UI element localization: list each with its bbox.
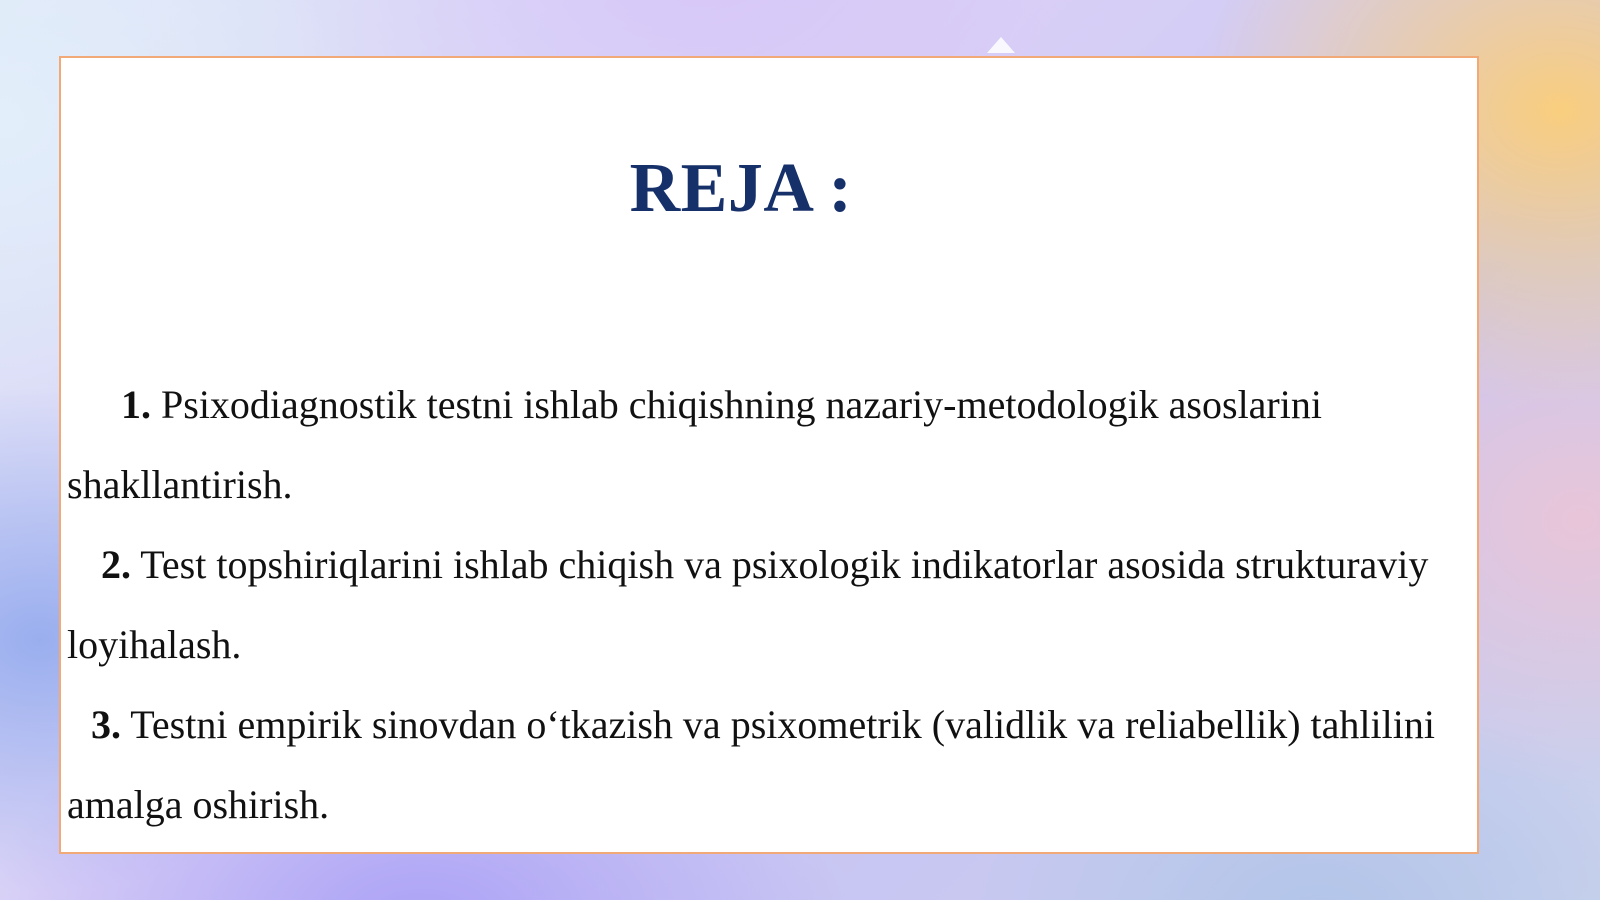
slide-content-card [59, 56, 1479, 854]
plan-list [67, 365, 1467, 845]
plan-item-number: 1. [121, 382, 151, 427]
plan-item-text: Test topshiriqlarini ishlab chiqish va psixologik indikatorlar asosida strukturaviy loyihalash. [67, 542, 1429, 667]
plan-item-1 [67, 365, 1467, 525]
slide-title: REJA : [629, 150, 853, 227]
plan-item-2 [67, 525, 1467, 685]
sparkle-decoration [987, 37, 1015, 53]
plan-item-text: Psixodiagnostik testni ishlab chiqishning nazariy-metodologik asoslarini shakllantirish. [67, 382, 1322, 507]
plan-item-3 [67, 685, 1467, 845]
plan-item-number: 2. [101, 542, 131, 587]
plan-item-text: Testni empirik sinovdan o‘tkazish va psixometrik (validlik va reliabellik) tahlilini amalga oshirish. [67, 702, 1435, 827]
plan-item-number: 3. [91, 702, 121, 747]
